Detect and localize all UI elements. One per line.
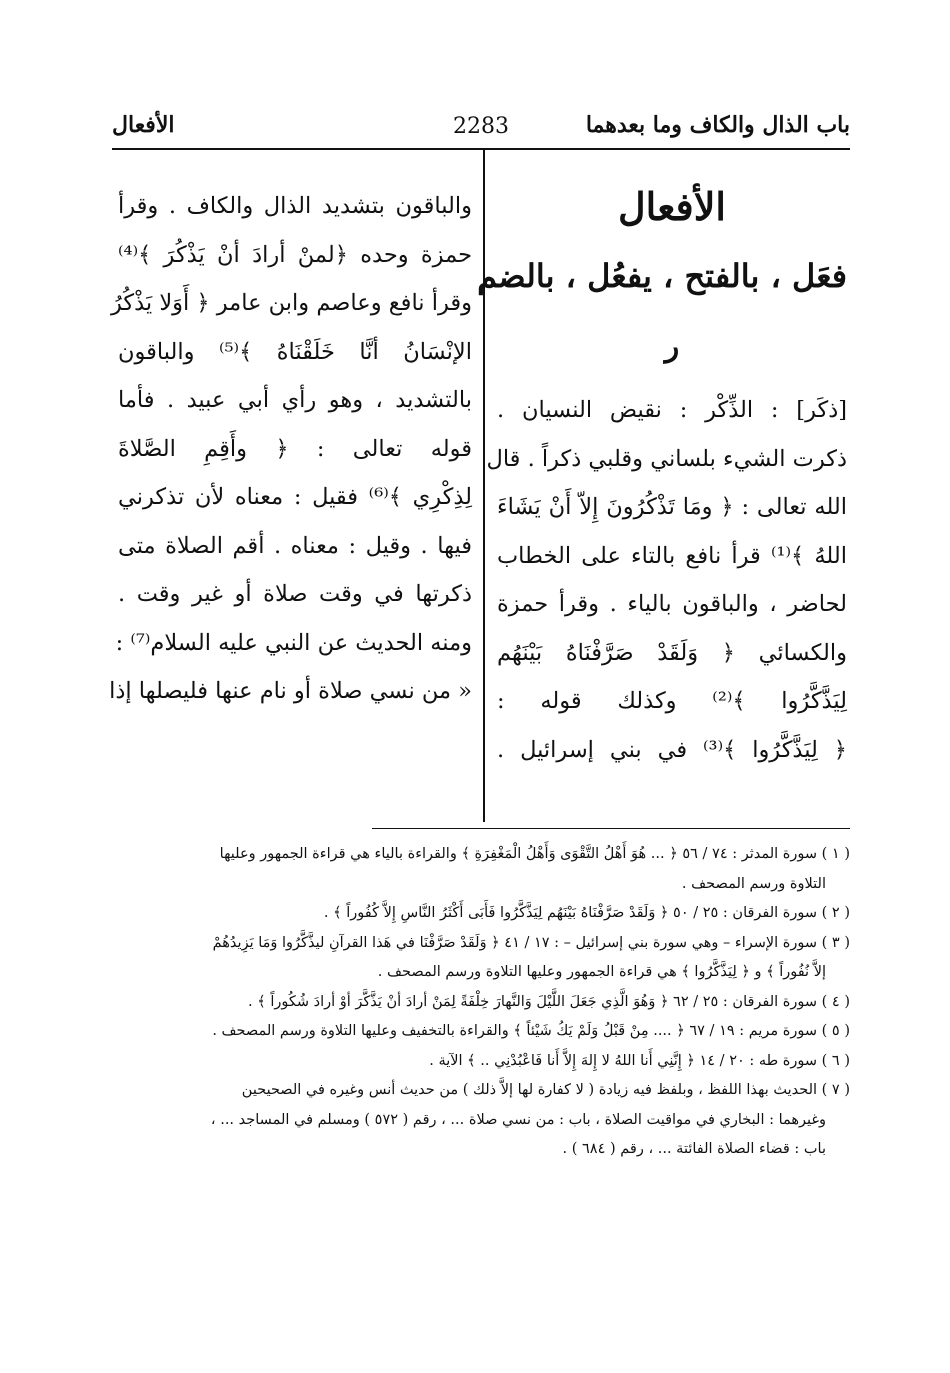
chapter-title: باب الذال والكاف وما بعدهما: [585, 112, 850, 138]
left-column: [109, 182, 473, 716]
text-line: بالتشديد ، وهو رأي أبي عبيد . فأما: [118, 387, 472, 413]
footnote-line: باب : قضاء الصلاة الفائتة ... ، رقم ( ٦٨٤ ) .: [562, 1141, 826, 1157]
text-line: ومنه الحديث عن النبي عليه السلام⁽⁷⁾ :: [115, 629, 472, 656]
text-line: ﴿ لِيَذَّكَّرُوا ﴾⁽³⁾ في بني إسرائيل .: [497, 736, 847, 763]
text-line: وقرأ نافع وعاصم وابن عامر ﴿ أَوَلا يَذْكُرُ: [110, 290, 472, 316]
running-header: [112, 112, 850, 144]
page-number: 2283: [453, 114, 509, 139]
footnote-line: ( ١ ) سورة المدثر : ٧٤ / ٥٦ ﴿ ... هُوَ أَهْلُ التَّقْوَى وَأَهْلُ الْمَغْفِرَةِ ﴾ والقراءة بالياء هي قراءة الجمهور وعليها: [219, 846, 850, 862]
text-line: قوله تعالى : ﴿ وأَقِمِ الصَّلاةَ: [118, 435, 472, 462]
footnote-line: ( ٥ ) سورة مريم : ١٩ / ٦٧ ﴿ .... مِنْ قَبْلُ وَلَمْ يَكُ شَيْئاً ﴾ والقراءة بالتخفيف وعليها التلاوة ورسم المصحف .: [212, 1023, 850, 1039]
text-line: ذكرت الشيء بلساني وقلبي ذكراً . قال: [486, 445, 847, 472]
footnote-line: ( ٧ ) الحديث بهذا اللفظ ، وبلفظ فيه زيادة ( لا كفارة لها إلاَّ ذلك ) من حديث أنس وغيره في الصحيحين: [241, 1082, 850, 1098]
text-line: « من نسي صلاة أو نام عنها فليصلها إذا: [109, 678, 472, 704]
footnote-line: إلاَّ نُفُوراً ﴾ و ﴿ لِيَذَّكَّرُوا ﴾ هي قراءة الجمهور وعليها التلاوة ورسم المصحف .: [377, 964, 826, 980]
heading-root: ر: [664, 329, 680, 364]
right-column: [477, 170, 847, 774]
text-line: اللهُ ﴾⁽¹⁾ قرأ نافع بالتاء على الخطاب: [497, 542, 847, 569]
text-line: [ذكَر] : الذِّكْر : نقيض النسيان .: [497, 397, 847, 423]
footnote-line: ( ٣ ) سورة الإسراء – وهي سورة بني إسرائيل – : ١٧ / ٤١ ﴿ وَلَقَدْ صَرَّفْنَا في هَذا القرآنِ ليذَّكَّرُوا وَمَا يَزِيدُهُمْ: [212, 934, 850, 951]
text-line: والباقون بتشديد الذال والكاف . وقرأ: [118, 193, 472, 219]
text-line: الإنْسَانُ أنَّا خَلَقْنَاهُ ﴾⁽⁵⁾ والباقون: [118, 338, 472, 365]
footnote-line: ( ٢ ) سورة الفرقان : ٢٥ / ٥٠ ﴿ وَلَقَدْ صَرَّفْنَاهُ بَيْنَهُم لِيَذَّكَّرُوا فَأَبَى أَكْثَرُ النَّاسِ إِلاَّ كُفُوراً ﴾ .: [323, 905, 850, 921]
section-title: الأفعال: [112, 112, 175, 138]
text-line: لحاضر ، والباقون بالياء . وقرأ حمزة: [497, 591, 847, 617]
text-line: الله تعالى : ﴿ ومَا تَذْكُرُونَ إِلاّ أَنْ يَشَاءَ: [497, 494, 847, 520]
footnote-rule: [372, 828, 850, 829]
footnote-line: ( ٤ ) سورة الفرقان : ٢٥ / ٦٢ ﴿ وَهُوَ الَّذِي جَعَلَ اللَّيْلَ وَالنَّهارَ خِلْفَةً لِمَنْ أرادَ أنْ يَذَّكَّرَ أوْ أرادَ شُكُوراً ﴾ .: [248, 993, 850, 1010]
heading-main: الأفعال: [618, 184, 726, 229]
text-line: ذكرتها في وقت صلاة أو غير وقت .: [118, 581, 472, 607]
footnote-line: وغيرهما : البخاري في مواقيت الصلاة ، باب : من نسي صلاة ... ، رقم ( ٥٧٢ ) ومسلم في المساجد ... ،: [210, 1111, 826, 1128]
footnote-line: ( ٦ ) سورة طه : ٢٠ / ١٤ ﴿ إِنَّنِي أَنا اللهُ لا إِلهَ إِلاَّ أَنا فَاعْبُدْنِي .. ﴾ الآية .: [429, 1052, 850, 1069]
footnote-line: التلاوة ورسم المصحف .: [681, 875, 826, 892]
footnotes: [118, 840, 850, 1165]
text-line: والكسائي ﴿ وَلَقَدْ صَرَّفْنَاهُ بَيْنَهُم: [497, 639, 847, 666]
text-line: لِذِكْرِي ﴾⁽⁶⁾ فقيل : معناه لأن تذكرني: [118, 484, 473, 510]
heading-pattern: فعَل ، بالفتح ، يفعُل ، بالضم: [477, 257, 847, 295]
text-line: حمزة وحده ﴿لمنْ أرادَ أنْ يَذْكُرَ ﴾⁽⁴⁾: [118, 241, 472, 268]
header-rule: [112, 148, 850, 150]
text-line: فيها . وقيل : معناه . أقم الصلاة متى: [118, 532, 472, 559]
text-line: لِيَذَّكَّرُوا ﴾⁽²⁾ وكذلك قوله :: [497, 688, 847, 714]
